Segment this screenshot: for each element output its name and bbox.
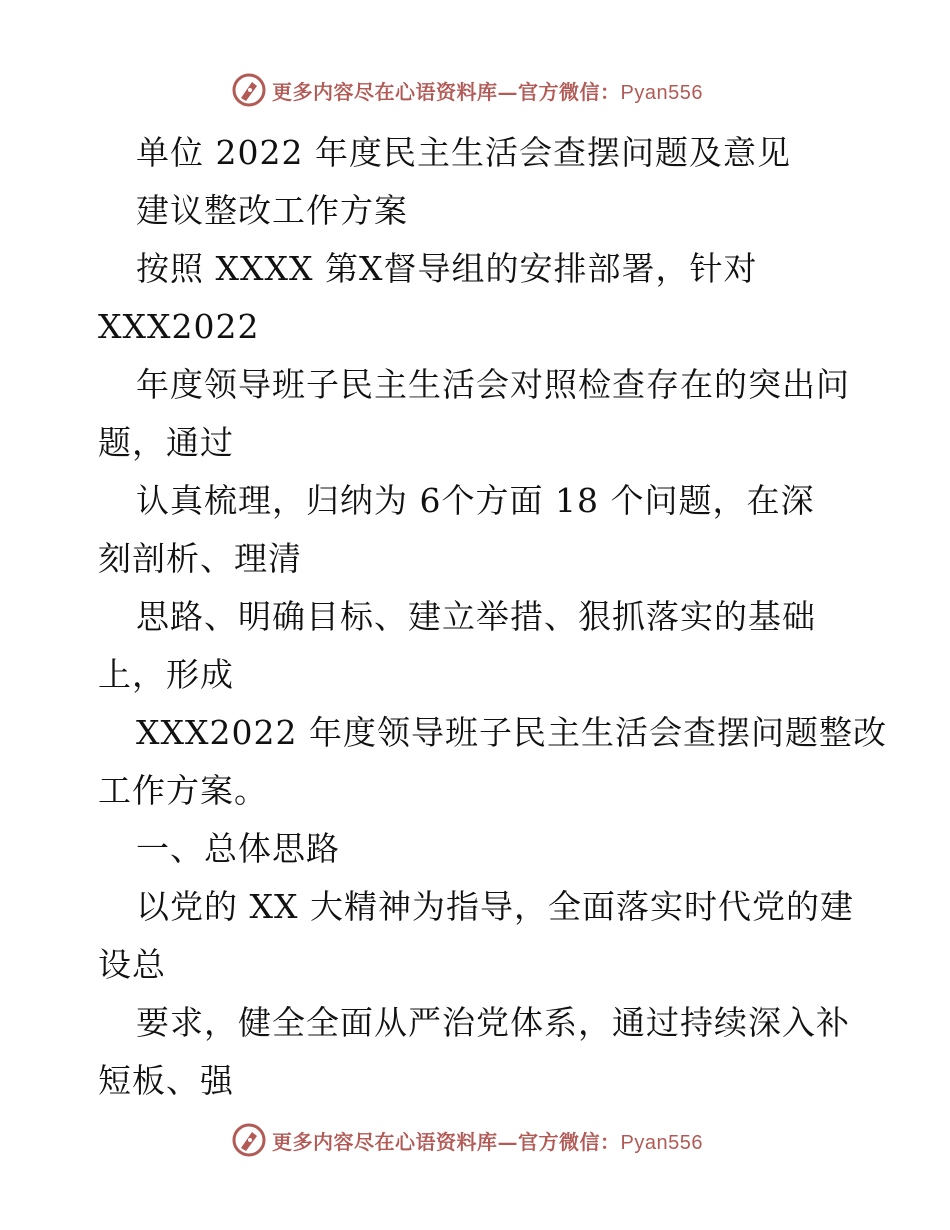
paragraph-line: 认真梳理，归纳为 6个方面 18 个问题，在深 (136, 481, 815, 520)
paragraph-line: XXX2022 (98, 307, 260, 346)
document-body (98, 124, 887, 1110)
section-heading: 一、总体思路 (136, 829, 340, 868)
paragraph-line: 以党的 XX 大精神为指导，全面落实时代党的建 (136, 887, 854, 926)
footer-banner-text: 更多内容尽在心语资料库—官方微信：Pyan556 (272, 1129, 703, 1154)
header-wechat-id: Pyan556 (620, 81, 703, 104)
footer-watermark-banner (232, 1120, 703, 1160)
paragraph-line: 年度领导班子民主生活会对照检查存在的突出问 (136, 365, 850, 404)
paragraph-line: 按照 XXXX 第X督导组的安排部署，针对 (136, 249, 758, 288)
pen-nib-logo-icon (232, 1123, 266, 1157)
header-watermark-banner (232, 70, 703, 110)
header-banner-text: 更多内容尽在心语资料库—官方微信：Pyan556 (272, 79, 703, 104)
paragraph-line: 工作方案。 (98, 771, 268, 810)
paragraph-line: XXX2022 年度领导班子民主生活会查摆问题整改 (136, 713, 887, 752)
pen-nib-logo-icon (232, 73, 266, 107)
title-line-2: 建议整改工作方案 (136, 191, 408, 230)
paragraph-line: 短板、强 (98, 1061, 234, 1100)
paragraph-line: 上，形成 (98, 655, 234, 694)
paragraph-line: 题，通过 (98, 423, 234, 462)
paragraph-line: 刻剖析、理清 (98, 539, 302, 578)
paragraph-line: 要求，健全全面从严治党体系，通过持续深入补 (136, 1003, 850, 1042)
paragraph-line: 设总 (98, 945, 166, 984)
paragraph-line: 思路、明确目标、建立举措、狠抓落实的基础 (136, 597, 816, 636)
footer-wechat-id: Pyan556 (620, 1131, 703, 1154)
title-line-1: 单位 2022 年度民主生活会查摆问题及意见 (136, 133, 791, 172)
